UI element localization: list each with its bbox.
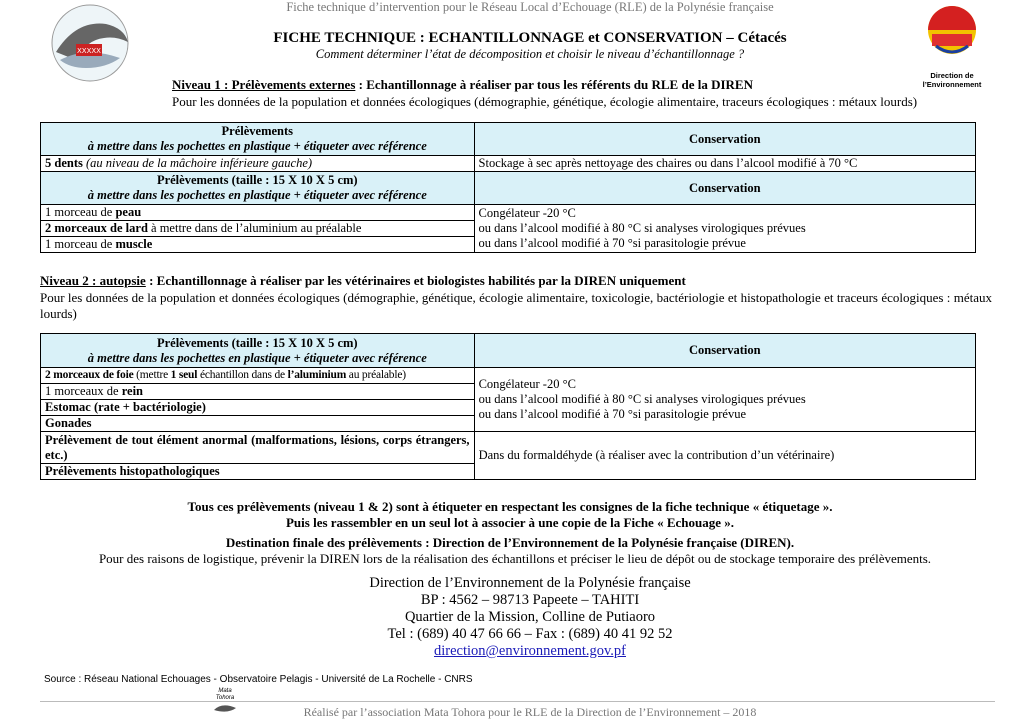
source-line: Source : Réseau National Echouages - Observatoire Pelagis - Université de La Rochelle - CNRS xyxy=(44,674,473,685)
skin-label: peau xyxy=(115,205,142,219)
level1-description: Pour les données de la population et données écologiques (démographie, génétique, écologie alimentaire, traceurs écologiques : métaux lourds) xyxy=(172,94,918,109)
note-destination: Destination finale des prélèvements : Direction de l’Environnement de la Polynésie française (DIREN). xyxy=(225,535,795,550)
svg-text:XXXXX: XXXXX xyxy=(77,47,101,55)
level1-header-line1: Prélèvements xyxy=(221,124,294,138)
kidney-label: rein xyxy=(121,384,143,398)
level2-conservation-cell xyxy=(474,368,975,432)
level1-header2-prelevements xyxy=(41,172,475,205)
contact-bp: BP : 4562 – 98713 Papeete – TAHITI xyxy=(420,592,640,608)
level2-row-abnormal: Prélèvement de tout élément anormal (malformations, lésions, corps étrangers, etc.) xyxy=(41,432,475,464)
level2-cons-line2: ou dans l’alcool modifié à 80 °C si analyses virologiques prévues xyxy=(478,392,806,406)
mata-tohora-logo-text: Mata Tohora xyxy=(215,688,235,701)
level1-title xyxy=(172,77,753,93)
level1-cons-line3: ou dans l’alcool modifié à 70 °si parasitologie prévue xyxy=(478,236,746,250)
contact-phone: Tel : (689) 40 47 66 66 – Fax : (689) 40 41 92 52 xyxy=(387,626,673,642)
level1-conservation-cell xyxy=(474,205,975,253)
muscle-qty: 1 morceau de xyxy=(45,237,116,251)
level2-cons-line1: Congélateur -20 °C xyxy=(478,377,576,391)
level2-header-line1: Prélèvements (taille : 15 X 10 X 5 cm) xyxy=(156,335,358,350)
level2-title xyxy=(40,273,686,289)
footer-divider xyxy=(40,701,995,702)
diren-logo xyxy=(912,2,992,89)
level1-cons-line2: ou dans l’alcool modifié à 80 °C si analyses virologiques prévues xyxy=(478,221,806,235)
level1-row-teeth-conservation: Stockage à sec après nettoyage des chaires ou dans l’alcool modifié à 70 °C xyxy=(474,156,975,172)
level1-cons-line1: Congélateur -20 °C xyxy=(478,206,576,220)
level2-header-line2: à mettre dans les pochettes en plastique + étiqueter avec référence xyxy=(87,350,427,365)
level2-title-rest: : Echantillonnage à réaliser par les vétérinaires et biologistes habilités par la DIREN uniquement xyxy=(145,273,686,288)
footer-credit: Réalisé par l’association Mata Tohora pour le RLE de la Direction de l’Environnement – 2018 xyxy=(303,705,757,719)
lard-detail: à mettre dans de l’aluminium au préalable xyxy=(147,221,362,235)
level1-header2-line2: à mettre dans les pochettes en plastique + étiqueter avec référence xyxy=(87,188,427,202)
level2-row-gonads: Gonades xyxy=(41,416,475,432)
kidney-qty: 1 morceaux de xyxy=(45,384,122,398)
level2-row-kidney xyxy=(41,384,475,400)
teeth-count: 5 dents xyxy=(45,156,83,170)
level1-row-teeth xyxy=(41,156,475,172)
level1-header-prelevements xyxy=(41,123,475,156)
level1-header2-conservation: Conservation xyxy=(474,172,975,205)
level1-table xyxy=(40,122,976,253)
rle-logo xyxy=(46,2,134,84)
level2-title-underlined: Niveau 2 : autopsie xyxy=(40,273,146,288)
level2-description: Pour les données de la population et données écologiques (démographie, génétique, écologie alimentaire, toxicologie, bactériologie et histopathologie et traceurs écologiques : métaux lourds) xyxy=(40,290,992,321)
liver-label: foie xyxy=(116,369,134,381)
top-header-line: Fiche technique d’intervention pour le Réseau Local d’Echouage (RLE) de la Polynésie française xyxy=(286,0,774,14)
level1-row-skin xyxy=(41,205,475,221)
liver-detail-e: au préalable) xyxy=(346,369,406,381)
level1-header-line2: à mettre dans les pochettes en plastique + étiqueter avec référence xyxy=(87,139,427,153)
liver-qty: 2 morceaux de xyxy=(45,369,117,381)
note-labeling: Tous ces prélèvements (niveau 1 & 2) sont à étiqueter en respectant les consignes de la fiche technique « étiquetage ». xyxy=(187,499,833,514)
level1-title-rest: : Echantillonnage à réaliser par tous les référents du RLE de la DIREN xyxy=(355,77,753,92)
liver-detail-b: 1 seul xyxy=(170,369,198,381)
muscle-label: muscle xyxy=(115,237,153,251)
level2-header-conservation: Conservation xyxy=(474,334,975,368)
skin-qty: 1 morceau de xyxy=(45,205,116,219)
page-title: FICHE TECHNIQUE : ECHANTILLONNAGE et CONSERVATION – Cétacés xyxy=(273,30,787,46)
level1-row-lard xyxy=(41,221,475,237)
liver-detail-a: (mettre xyxy=(133,369,171,381)
level2-table xyxy=(40,333,976,480)
level2-header-prelevements xyxy=(41,334,475,368)
level2-row-liver xyxy=(41,368,475,384)
lard-qty: 2 morceaux de xyxy=(45,221,126,235)
diren-logo-caption: Direction de l’Environnement xyxy=(922,71,982,89)
contact-org: Direction de l’Environnement de la Polynésie française xyxy=(369,575,691,591)
level2-cons-line3: ou dans l’alcool modifié à 70 °si parasitologie prévue xyxy=(478,407,746,421)
level1-row-muscle xyxy=(41,237,475,253)
teeth-detail: (au niveau de la mâchoire inférieure gauche) xyxy=(82,156,313,170)
page-subtitle: Comment déterminer l’état de décomposition et choisir le niveau d’échantillonnage ? xyxy=(315,47,745,61)
contact-quartier: Quartier de la Mission, Colline de Putiaoro xyxy=(404,609,656,625)
liver-detail-d: l’aluminium xyxy=(287,369,347,381)
lard-label: lard xyxy=(125,221,148,235)
liver-detail-c: échantillon dans de xyxy=(197,369,288,381)
level1-header2-line1: Prélèvements (taille : 15 X 10 X 5 cm) xyxy=(156,173,358,187)
contact-email-link[interactable]: direction@environnement.gov.pf xyxy=(434,643,626,659)
level2-row-stomach: Estomac (rate + bactériologie) xyxy=(41,400,475,416)
level2-formol-cell: Dans du formaldéhyde (à réaliser avec la contribution d’un vétérinaire) xyxy=(474,432,975,480)
note-grouping: Puis les rassembler en un seul lot à associer à une copie de la Fiche « Echouage ». xyxy=(285,515,734,530)
level2-row-histo: Prélèvements histopathologiques xyxy=(41,464,475,480)
level1-title-underlined: Niveau 1 : Prélèvements externes xyxy=(172,77,356,92)
contact-email-wrap xyxy=(150,643,910,660)
level1-header-conservation: Conservation xyxy=(474,123,975,156)
note-logistics: Pour des raisons de logistique, prévenir la DIREN lors de la réalisation des échantillons et préciser le lieu de dépôt ou de stockage temporaire des prélèvements. xyxy=(98,551,932,566)
